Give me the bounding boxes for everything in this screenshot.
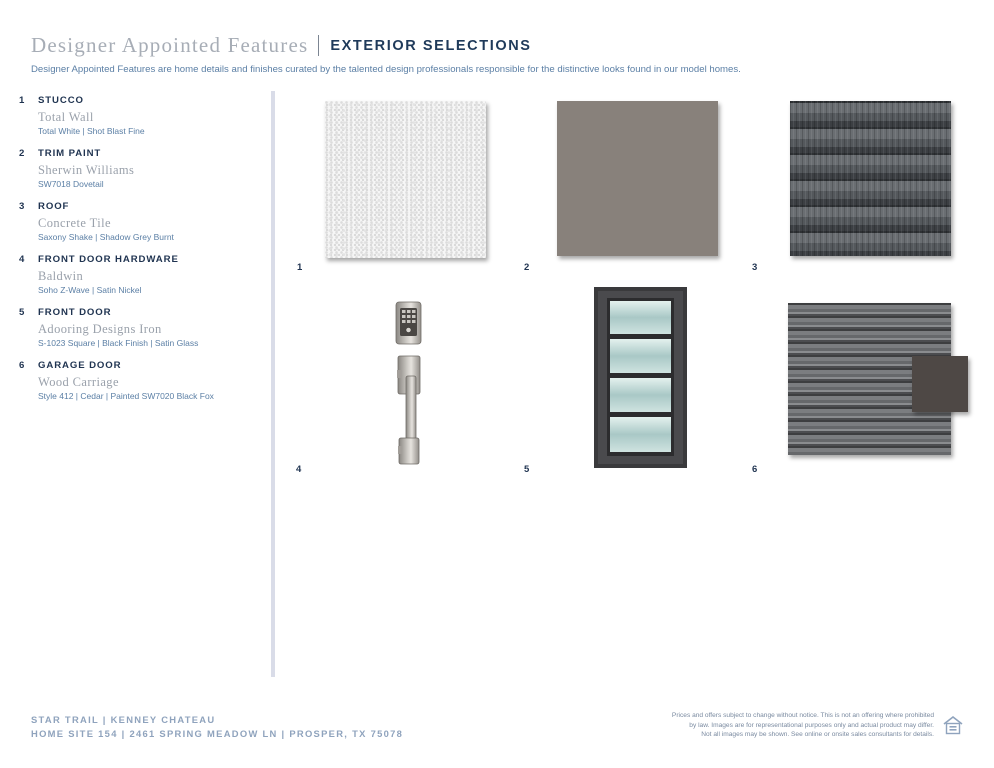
- selection-number: 6: [19, 360, 26, 371]
- selection-brand: Sherwin Williams: [38, 163, 135, 177]
- selection-number: 1: [19, 95, 26, 106]
- selection-detail: Soho Z-Wave | Satin Nickel: [38, 285, 142, 295]
- community-line: STAR TRAIL | KENNEY CHATEAU: [31, 714, 216, 725]
- selection-item: [19, 94, 264, 136]
- title-divider: [318, 35, 319, 56]
- page-header: [31, 33, 961, 75]
- stucco-swatch: [325, 101, 486, 258]
- disclaimer-line-3: Not all images may be shown. See online or onsite sales consultants for details.: [701, 731, 934, 738]
- equal-housing-icon: [942, 714, 964, 736]
- roof-tile-swatch: [790, 101, 951, 256]
- swatch-number-2: 2: [524, 262, 530, 273]
- selections-list: [19, 94, 264, 412]
- vertical-divider: [271, 91, 275, 677]
- disclaimer-line-1: Prices and offers subject to change without notice. This is not an offering where prohibited: [671, 712, 934, 719]
- selection-category: GARAGE DOOR: [38, 360, 122, 371]
- swatch-number-3: 3: [752, 262, 758, 273]
- selection-detail: SW7018 Dovetail: [38, 179, 104, 189]
- selection-category: FRONT DOOR HARDWARE: [38, 254, 179, 265]
- selection-item: [19, 200, 264, 242]
- disclaimer: [672, 711, 934, 740]
- title-row: [31, 33, 961, 58]
- selection-item: [19, 359, 264, 401]
- page-title: Designer Appointed Features: [31, 33, 309, 57]
- selection-item: [19, 253, 264, 295]
- selection-number: 5: [19, 307, 26, 318]
- selection-number: 2: [19, 148, 26, 159]
- swatch-number-1: 1: [297, 262, 303, 273]
- selection-brand: Concrete Tile: [38, 216, 111, 230]
- selection-detail: Style 412 | Cedar | Painted SW7020 Black Fox: [38, 391, 214, 401]
- swatch-number-4: 4: [296, 464, 302, 475]
- black-fox-paint-chip: [912, 356, 968, 412]
- selection-number: 4: [19, 254, 26, 265]
- selection-brand: Baldwin: [38, 269, 84, 283]
- address-line: HOME SITE 154 | 2461 SPRING MEADOW LN | PROSPER, TX 75078: [31, 728, 404, 739]
- selection-item: [19, 147, 264, 189]
- selection-detail: Total White | Shot Blast Fine: [38, 126, 145, 136]
- swatch-number-6: 6: [752, 464, 758, 475]
- front-door-image: [594, 287, 687, 468]
- page-subtitle: EXTERIOR SELECTIONS: [330, 37, 532, 54]
- selection-detail: Saxony Shake | Shadow Grey Burnt: [38, 232, 174, 242]
- door-hardware-image: [385, 300, 435, 468]
- disclaimer-line-2: by law. Images are for representational purposes only and actual product may differ.: [689, 721, 934, 729]
- trim-paint-swatch: [557, 101, 718, 256]
- swatch-number-5: 5: [524, 464, 530, 475]
- selection-category: TRIM PAINT: [38, 148, 102, 159]
- selection-brand: Total Wall: [38, 110, 94, 124]
- selection-category: FRONT DOOR: [38, 307, 112, 318]
- selection-number: 3: [19, 201, 26, 212]
- selection-category: ROOF: [38, 201, 70, 212]
- selection-item: [19, 306, 264, 348]
- selection-category: STUCCO: [38, 95, 84, 106]
- selection-brand: Wood Carriage: [38, 375, 119, 389]
- intro-text: Designer Appointed Features are home details and finishes curated by the talented design professionals responsible for the distinctive looks found in our model homes.: [31, 64, 741, 75]
- selection-detail: S-1023 Square | Black Finish | Satin Glass: [38, 338, 199, 348]
- selection-brand: Adooring Designs Iron: [38, 322, 162, 336]
